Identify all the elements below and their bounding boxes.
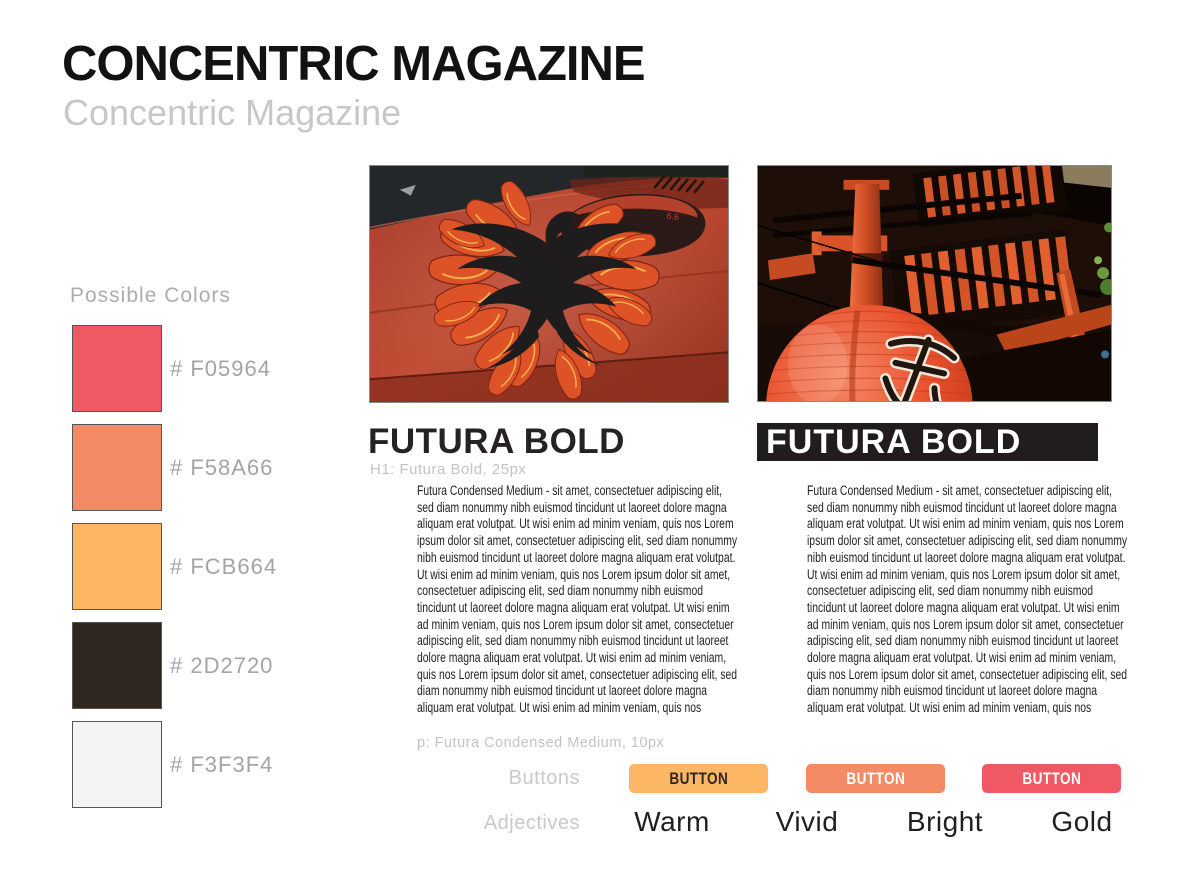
right-heading-bar <box>757 423 1098 461</box>
sample-button-red[interactable] <box>982 764 1121 793</box>
color-swatch <box>72 325 162 412</box>
color-hex-label: # F3F3F4 <box>170 752 274 777</box>
page-title: CONCENTRIC MAGAZINE <box>62 37 645 91</box>
sample-button-orange[interactable] <box>806 764 945 793</box>
sample-button-red-label: BUTTON <box>1022 768 1081 788</box>
sample-button-gold-label: BUTTON <box>669 768 728 788</box>
temple-lantern-photo <box>757 165 1112 402</box>
adjective-bright: Bright <box>906 806 984 837</box>
color-swatch-row <box>72 721 372 809</box>
svg-text:6.6: 6.6 <box>666 210 680 223</box>
firebird-hood-photo <box>369 165 729 403</box>
page-subtitle: Concentric Magazine <box>63 92 402 133</box>
adjectives-row-label: Adjectives <box>483 812 580 834</box>
color-swatch-row <box>72 424 372 512</box>
color-swatch <box>72 523 162 610</box>
sample-button-orange-label: BUTTON <box>846 768 905 788</box>
color-swatch-row <box>72 325 372 413</box>
color-hex-label: # 2D2720 <box>170 653 274 678</box>
buttons-row-label: Buttons <box>508 767 580 789</box>
palette-heading: Possible Colors <box>70 284 231 307</box>
left-body-text: Futura Condensed Medium - sit amet, consectetuer adipiscing elit, sed diam nonummy nibh euismod tincidunt ut laoreet dolore magna aliquam erat volutpat. Ut wisi enim ad minim veniam, quis nos Lorem ipsum dolor sit amet, consectetuer adipiscing elit, sed diam nonummy nibh euismod tincidunt ut laoreet dolore magna aliquam erat volutpat. Ut wisi enim ad minim veniam, quis nos Lorem ipsum dolor sit amet, consectetuer adipiscing elit, sed diam nonummy nibh euismod tincidunt ut laoreet dolore magna aliquam erat volutpat. Ut wisi enim ad minim veniam, quis nos Lorem ipsum dolor sit amet, consectetuer adipiscing elit, sed diam nonummy nibh euismod tincidunt ut laoreet dolore magna aliquam erat volutpat. Ut wisi enim ad minim veniam, quis nos Lorem ipsum dolor sit amet, consectetuer adipiscing elit, sed diam nonummy nibh euismod tincidunt ut laoreet dolore magna aliquam erat volutpat. Ut wisi enim ad minim veniam, quis nos <box>417 483 738 716</box>
color-hex-label: # FCB664 <box>170 554 278 579</box>
left-heading-caption: H1: Futura Bold, 25px <box>370 461 527 478</box>
left-body-caption: p: Futura Condensed Medium, 10px <box>417 735 665 751</box>
color-swatch <box>72 721 162 808</box>
sample-button-gold[interactable] <box>629 764 768 793</box>
adjective-vivid: Vivid <box>775 806 839 837</box>
color-swatch <box>72 622 162 709</box>
left-heading: FUTURA BOLD <box>368 422 625 461</box>
color-hex-label: # F58A66 <box>170 455 274 480</box>
color-swatch <box>72 424 162 511</box>
color-swatch-row <box>72 523 372 611</box>
adjective-warm: Warm <box>634 806 710 837</box>
right-heading: FUTURA BOLD <box>766 423 1022 461</box>
right-body-text: Futura Condensed Medium - sit amet, consectetuer adipiscing elit, sed diam nonummy nibh euismod tincidunt ut laoreet dolore magna aliquam erat volutpat. Ut wisi enim ad minim veniam, quis nos Lorem ipsum dolor sit amet, consectetuer adipiscing elit, sed diam nonummy nibh euismod tincidunt ut laoreet dolore magna aliquam erat volutpat. Ut wisi enim ad minim veniam, quis nos Lorem ipsum dolor sit amet, consectetuer adipiscing elit, sed diam nonummy nibh euismod tincidunt ut laoreet dolore magna aliquam erat volutpat. Ut wisi enim ad minim veniam, quis nos Lorem ipsum dolor sit amet, consectetuer adipiscing elit, sed diam nonummy nibh euismod tincidunt ut laoreet dolore magna aliquam erat volutpat. Ut wisi enim ad minim veniam, quis nos Lorem ipsum dolor sit amet, consectetuer adipiscing elit, sed diam nonummy nibh euismod tincidunt ut laoreet dolore magna aliquam erat volutpat. Ut wisi enim ad minim veniam, quis nos <box>807 483 1128 716</box>
color-hex-label: # F05964 <box>170 356 271 381</box>
adjective-gold: Gold <box>1051 806 1113 837</box>
color-swatch-row <box>72 622 372 710</box>
